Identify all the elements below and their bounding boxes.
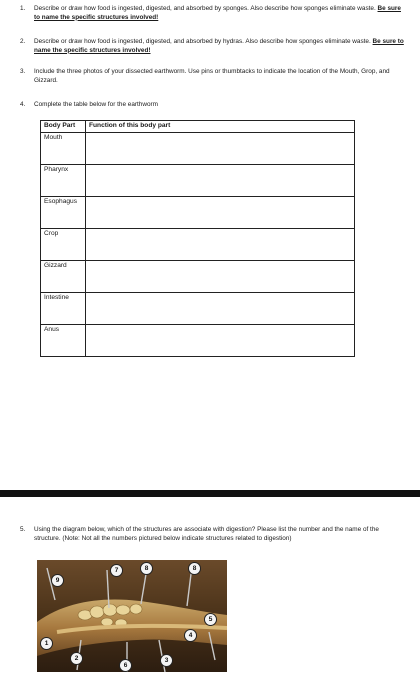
function-answer-cell[interactable]	[86, 261, 355, 293]
question-5-text: Using the diagram below, which of the structures are associate with digestion? Please list the number and the name of the structure. (Note: Not all the numbers pictured below indicate structures related to digestion)	[34, 526, 379, 542]
marker-3: 3	[160, 654, 173, 667]
earthworm-photo-illustration	[37, 560, 227, 672]
body-part-label: Anus	[41, 325, 86, 357]
question-1-text: Describe or draw how food is ingested, digested, and absorbed by sponges. Also describe how sponges eliminate waste.	[34, 5, 376, 12]
marker-2: 2	[70, 652, 83, 665]
dissected-earthworm-photo	[37, 560, 227, 672]
question-4-text: Complete the table below for the earthworm	[34, 101, 158, 108]
function-answer-cell[interactable]	[86, 229, 355, 261]
question-2-emphasis: Be sure to name the specific structures involved!	[34, 38, 404, 54]
table-row	[41, 133, 355, 165]
earthworm-table	[40, 120, 355, 357]
table-row	[41, 229, 355, 261]
marker-1: 1	[40, 637, 53, 650]
header-function: Function of this body part	[86, 121, 355, 133]
function-answer-cell[interactable]	[86, 165, 355, 197]
body-part-label: Intestine	[41, 293, 86, 325]
question-3-text: Include the three photos of your dissected earthworm. Use pins or thumbtacks to indicate the location of the Mouth, Grop, and Gizzard.	[34, 68, 390, 84]
table-row	[41, 293, 355, 325]
question-2-text: Describe or draw how food is ingested, digested, and absorbed by hydras. Also describe how sponges eliminate waste.	[34, 38, 371, 45]
function-answer-cell[interactable]	[86, 133, 355, 165]
body-part-label: Gizzard	[41, 261, 86, 293]
body-part-label: Crop	[41, 229, 86, 261]
question-3-number: 3.	[20, 68, 26, 75]
body-part-label: Pharynx	[41, 165, 86, 197]
marker-8a: 8	[140, 562, 153, 575]
marker-4: 4	[184, 629, 197, 642]
table-row	[41, 165, 355, 197]
header-body-part: Body Part	[41, 121, 86, 133]
table-row	[41, 197, 355, 229]
marker-6: 6	[119, 659, 132, 672]
body-part-label: Mouth	[41, 133, 86, 165]
function-answer-cell[interactable]	[86, 293, 355, 325]
question-1-emphasis: Be sure to name the specific structures involved!	[34, 5, 401, 21]
question-5-number: 5.	[20, 526, 26, 533]
body-part-label: Esophagus	[41, 197, 86, 229]
function-answer-cell[interactable]	[86, 197, 355, 229]
question-4-number: 4.	[20, 101, 26, 108]
marker-8b: 8	[188, 562, 201, 575]
page-divider	[0, 490, 420, 497]
table-row	[41, 325, 355, 357]
marker-7: 7	[110, 564, 123, 577]
question-2-number: 2.	[20, 38, 26, 45]
function-answer-cell[interactable]	[86, 325, 355, 357]
question-1-number: 1.	[20, 5, 26, 12]
marker-9: 9	[51, 574, 64, 587]
marker-5: 5	[204, 613, 217, 626]
table-row	[41, 261, 355, 293]
